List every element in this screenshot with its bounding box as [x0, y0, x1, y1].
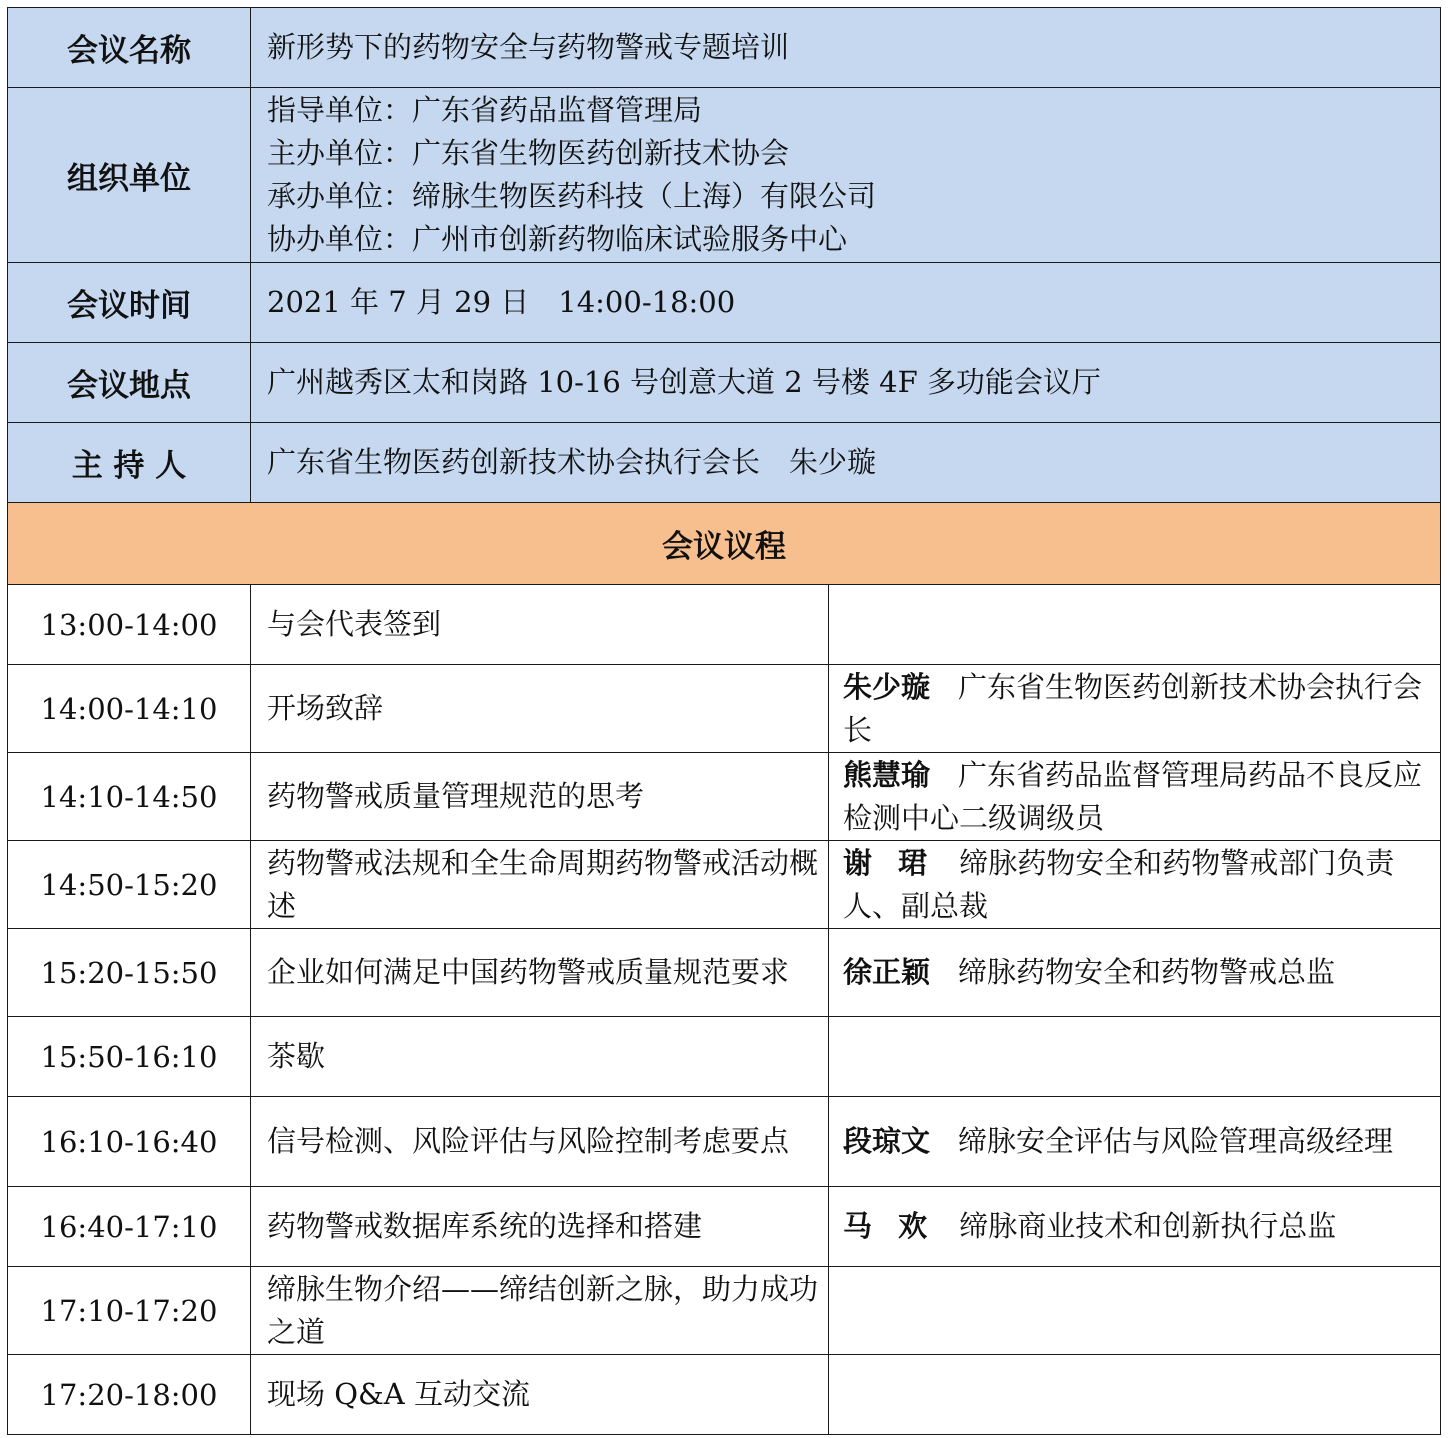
- agenda-topic: 开场致辞: [251, 665, 829, 753]
- agenda-row: [8, 753, 1441, 841]
- agenda-topic: 与会代表签到: [251, 585, 829, 665]
- speaker-name: 朱少璇: [843, 669, 931, 704]
- info-label: 组织单位: [8, 88, 251, 263]
- speaker-name: 熊慧瑜: [843, 757, 931, 792]
- info-line: 新形势下的药物安全与药物警戒专题培训: [267, 30, 790, 64]
- info-label: 会议时间: [8, 263, 251, 343]
- agenda-speaker: [829, 1355, 1441, 1435]
- agenda-time: 16:10-16:40: [8, 1097, 251, 1187]
- info-line: 承办单位：缔脉生物医药科技（上海）有限公司: [267, 179, 877, 213]
- speaker-title: 缔脉药物安全和药物警戒部门负责人、副总裁: [843, 845, 1395, 923]
- agenda-header-row: [8, 503, 1441, 585]
- agenda-time: 17:10-17:20: [8, 1267, 251, 1355]
- info-line: 主办单位：广东省生物医药创新技术协会: [267, 136, 790, 170]
- agenda-row: [8, 1355, 1441, 1435]
- agenda-speaker: [829, 665, 1441, 753]
- agenda-row: [8, 1267, 1441, 1355]
- agenda-row: [8, 1187, 1441, 1267]
- info-label: 主 持 人: [8, 423, 251, 503]
- info-line: 2021 年 7 月 29 日 14:00-18:00: [267, 285, 736, 319]
- agenda-row: [8, 1097, 1441, 1187]
- agenda-time: 13:00-14:00: [8, 585, 251, 665]
- agenda-topic: 茶歇: [251, 1017, 829, 1097]
- agenda-row: [8, 665, 1441, 753]
- info-line: 广州越秀区太和岗路 10-16 号创意大道 2 号楼 4F 多功能会议厅: [267, 365, 1101, 399]
- agenda-row: [8, 585, 1441, 665]
- speaker-name: 谢珺: [843, 845, 954, 880]
- info-value: [251, 423, 1441, 503]
- agenda-topic: 药物警戒数据库系统的选择和搭建: [251, 1187, 829, 1267]
- info-row-name: [8, 8, 1441, 88]
- agenda-row: [8, 1017, 1441, 1097]
- speaker-title: 缔脉安全评估与风险管理高级经理: [958, 1124, 1394, 1158]
- speaker-name: 马欢: [843, 1209, 954, 1243]
- info-line: 指导单位：广东省药品监督管理局: [267, 93, 703, 127]
- agenda-topic: 药物警戒质量管理规范的思考: [251, 753, 829, 841]
- agenda-speaker: [829, 753, 1441, 841]
- agenda-time: 15:50-16:10: [8, 1017, 251, 1097]
- agenda-topic: 信号检测、风险评估与风险控制考虑要点: [251, 1097, 829, 1187]
- info-row-host: [8, 423, 1441, 503]
- agenda-title: 会议议程: [8, 503, 1441, 585]
- speaker-name: 段琼文: [843, 1124, 931, 1158]
- agenda-speaker: [829, 585, 1441, 665]
- info-row-time: [8, 263, 1441, 343]
- agenda-topic: 缔脉生物介绍——缔结创新之脉，助力成功之道: [251, 1267, 829, 1355]
- agenda-speaker: [829, 1017, 1441, 1097]
- info-value: [251, 263, 1441, 343]
- info-line: 协办单位：广州市创新药物临床试验服务中心: [267, 222, 848, 256]
- agenda-time: 14:10-14:50: [8, 753, 251, 841]
- agenda-time: 14:50-15:20: [8, 841, 251, 929]
- meeting-table: [7, 7, 1441, 1435]
- speaker-name: 徐正颖: [843, 955, 931, 989]
- info-line: 广东省生物医药创新技术协会执行会长 朱少璇: [267, 445, 877, 479]
- agenda-list: [8, 585, 1441, 1435]
- agenda-time: 15:20-15:50: [8, 929, 251, 1017]
- speaker-title: 广东省生物医药创新技术协会执行会长: [843, 669, 1423, 747]
- info-row-organizers: [8, 88, 1441, 263]
- info-row-location: [8, 343, 1441, 423]
- info-value: [251, 88, 1441, 263]
- agenda-time: 16:40-17:10: [8, 1187, 251, 1267]
- speaker-title: 缔脉药物安全和药物警戒总监: [958, 955, 1336, 989]
- info-value: [251, 343, 1441, 423]
- agenda-speaker: [829, 1187, 1441, 1267]
- agenda-speaker: [829, 929, 1441, 1017]
- info-value: [251, 8, 1441, 88]
- agenda-time: 14:00-14:10: [8, 665, 251, 753]
- meeting-info: [8, 8, 1441, 585]
- speaker-title: 广东省药品监督管理局药品不良反应检测中心二级调级员: [843, 757, 1423, 835]
- agenda-speaker: [829, 1267, 1441, 1355]
- agenda-topic: 企业如何满足中国药物警戒质量规范要求: [251, 929, 829, 1017]
- agenda-speaker: [829, 1097, 1441, 1187]
- agenda-topic: 现场 Q&A 互动交流: [251, 1355, 829, 1435]
- speaker-title: 缔脉商业技术和创新执行总监: [959, 1209, 1337, 1243]
- agenda-time: 17:20-18:00: [8, 1355, 251, 1435]
- agenda-row: [8, 841, 1441, 929]
- agenda-row: [8, 929, 1441, 1017]
- agenda-topic: 药物警戒法规和全生命周期药物警戒活动概述: [251, 841, 829, 929]
- info-label: 会议地点: [8, 343, 251, 423]
- agenda-speaker: [829, 841, 1441, 929]
- info-label: 会议名称: [8, 8, 251, 88]
